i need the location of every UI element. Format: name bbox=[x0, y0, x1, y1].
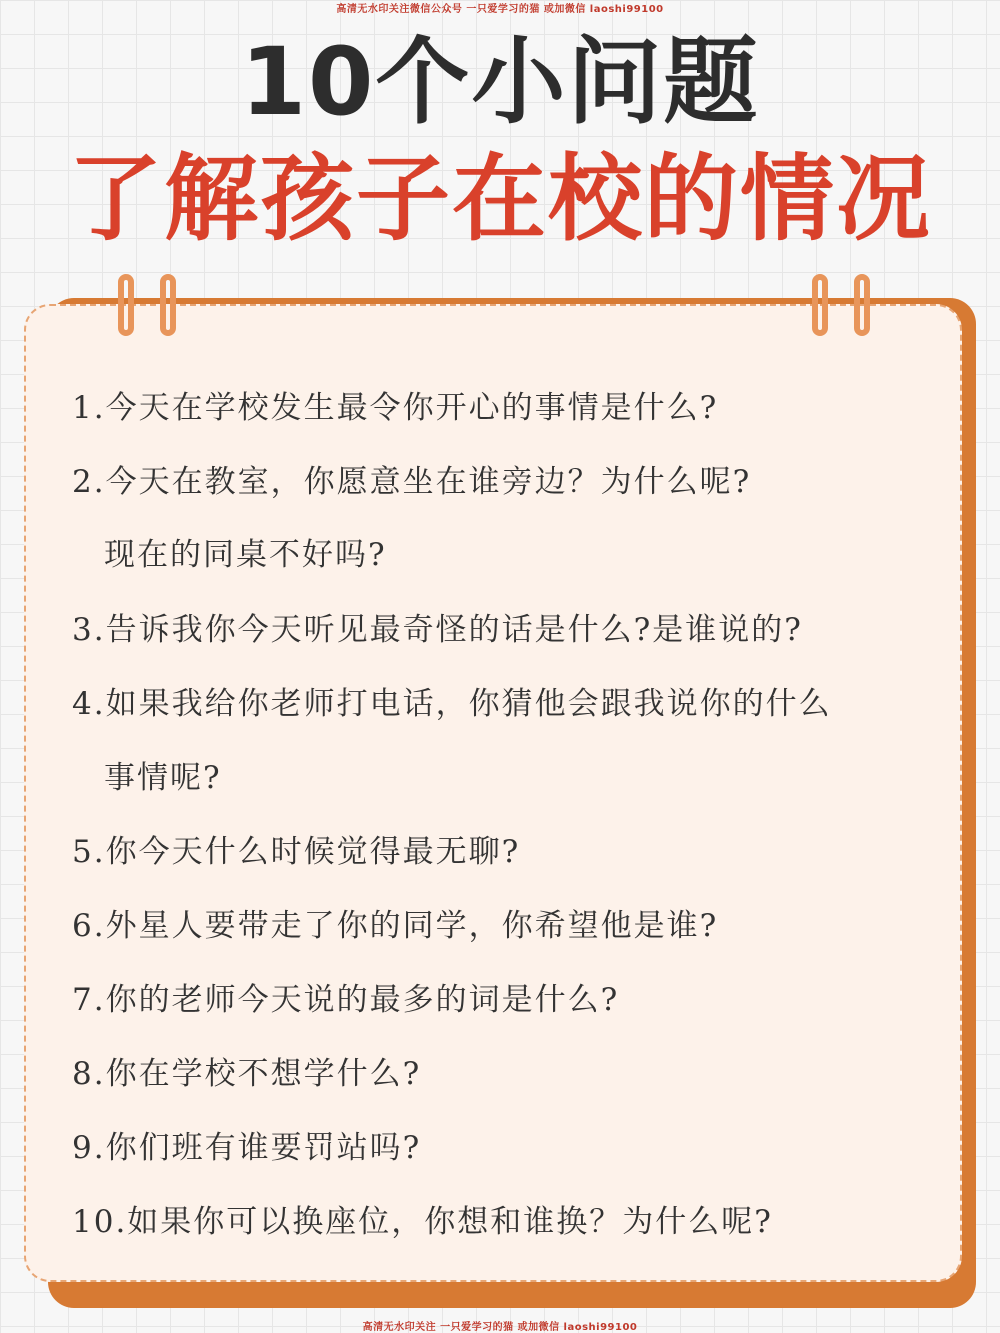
binder-ring-left-2 bbox=[160, 274, 176, 336]
question-item-continued: 事情呢? bbox=[104, 760, 222, 796]
question-item: 4.如果我给你老师打电话，你猜他会跟我说你的什么 bbox=[72, 686, 832, 722]
binder-ring-right-1 bbox=[812, 274, 828, 336]
question-item: 6.外星人要带走了你的同学，你希望他是谁? bbox=[72, 908, 719, 944]
watermark-bottom: 高清无水印关注 一只爱学习的猫 或加微信 laoshi99100 bbox=[362, 1322, 638, 1333]
question-item: 8.你在学校不想学什么? bbox=[72, 1056, 422, 1092]
question-item: 7.你的老师今天说的最多的词是什么? bbox=[72, 982, 620, 1018]
binder-ring-left-1 bbox=[118, 274, 134, 336]
question-item: 5.你今天什么时候觉得最无聊? bbox=[72, 834, 521, 870]
page-subtitle: 了解孩子在校的情况 bbox=[67, 145, 932, 254]
question-item: 2.今天在教室，你愿意坐在谁旁边？为什么呢? bbox=[72, 464, 752, 500]
question-item: 9.你们班有谁要罚站吗? bbox=[72, 1130, 422, 1166]
binder-ring-right-2 bbox=[854, 274, 870, 336]
watermark-top: 高清无水印关注微信公众号 一只爱学习的猫 或加微信 laoshi99100 bbox=[336, 4, 664, 15]
question-item: 1.今天在学校发生最令你开心的事情是什么? bbox=[72, 390, 719, 426]
question-item: 3.告诉我你今天听见最奇怪的话是什么?是谁说的? bbox=[72, 612, 803, 648]
page-title: 10个小问题 bbox=[240, 28, 760, 137]
question-item: 10.如果你可以换座位，你想和谁换？为什么呢? bbox=[72, 1204, 773, 1240]
question-item-continued: 现在的同桌不好吗? bbox=[104, 537, 387, 573]
